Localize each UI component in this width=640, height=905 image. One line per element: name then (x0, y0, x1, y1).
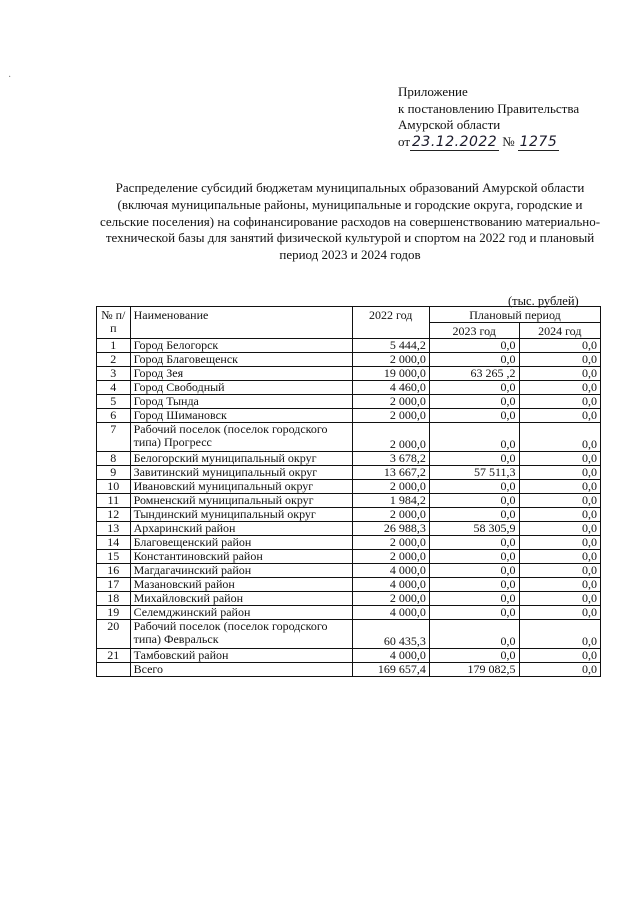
row-number: 1 (97, 339, 131, 353)
row-number: 15 (97, 550, 131, 564)
table-row (97, 550, 601, 564)
row-value-2024: 0,0 (519, 649, 600, 663)
row-value-2023: 0,0 (429, 578, 519, 592)
table-row (97, 649, 601, 663)
table-row (97, 452, 601, 466)
row-number: 10 (97, 480, 131, 494)
row-name: Город Тында (130, 395, 352, 409)
row-value-2024: 0,0 (519, 508, 600, 522)
row-value-2024: 0,0 (519, 494, 600, 508)
header-name: Наименование (130, 307, 352, 339)
row-value-2023: 0,0 (429, 649, 519, 663)
scan-speck: · (8, 72, 12, 83)
appendix-decree: к постановлению Правительства (398, 100, 580, 116)
table-row (97, 564, 601, 578)
table-row (97, 592, 601, 606)
row-number: 9 (97, 466, 131, 480)
table-row (97, 508, 601, 522)
decree-date: 23.12.2022 (412, 133, 498, 150)
row-value-2023: 57 511,3 (429, 466, 519, 480)
header-2024: 2024 год (519, 323, 600, 339)
row-value-2024: 0,0 (519, 564, 600, 578)
appendix-title: Приложение (398, 84, 468, 99)
table-row (97, 466, 601, 480)
row-value-2024: 0,0 (519, 536, 600, 550)
row-value-2022: 19 000,0 (352, 367, 429, 381)
table-row (97, 381, 601, 395)
header-2022: 2022 год (352, 307, 429, 339)
appendix-dateline (398, 134, 579, 152)
row-number: 12 (97, 508, 131, 522)
row-value-2024: 0,0 (519, 339, 600, 353)
row-value-2023: 0,0 (429, 536, 519, 550)
row-number: 8 (97, 452, 131, 466)
row-name: Город Шимановск (130, 409, 352, 423)
row-value-2023: 0,0 (429, 339, 519, 353)
row-number: 5 (97, 395, 131, 409)
row-name: Город Свободный (130, 381, 352, 395)
row-value-2023: 0,0 (429, 592, 519, 606)
appendix-block (398, 84, 579, 151)
row-name: Завитинский муниципальный округ (130, 466, 352, 480)
table-row (97, 494, 601, 508)
row-value-2024: 0,0 (519, 620, 600, 649)
row-number: 4 (97, 381, 131, 395)
row-value-2023: 0,0 (429, 564, 519, 578)
row-value-2024: 0,0 (519, 522, 600, 536)
row-value-2024: 0,0 (519, 466, 600, 480)
total-label: Всего (130, 663, 352, 677)
row-number: 7 (97, 423, 131, 452)
table-row (97, 409, 601, 423)
row-value-2022: 4 000,0 (352, 564, 429, 578)
row-value-2022: 2 000,0 (352, 423, 429, 452)
row-value-2024: 0,0 (519, 395, 600, 409)
table-row (97, 423, 601, 452)
row-number: 14 (97, 536, 131, 550)
row-value-2024: 0,0 (519, 409, 600, 423)
row-name: Мазановский район (130, 578, 352, 592)
row-name: Ивановский муниципальный округ (130, 480, 352, 494)
decree-number: 1275 (519, 133, 558, 150)
row-value-2024: 0,0 (519, 353, 600, 367)
number-label: № (502, 133, 515, 149)
row-value-2024: 0,0 (519, 592, 600, 606)
row-number: 18 (97, 592, 131, 606)
row-number: 21 (97, 649, 131, 663)
row-value-2022: 2 000,0 (352, 536, 429, 550)
row-value-2023: 0,0 (429, 409, 519, 423)
row-name: Магдагачинский район (130, 564, 352, 578)
table-row (97, 480, 601, 494)
row-value-2024: 0,0 (519, 452, 600, 466)
row-number: 20 (97, 620, 131, 649)
row-value-2022: 4 000,0 (352, 606, 429, 620)
document-title: Распределение субсидий бюджетам муниципальных образований Амурской области (включая муниципальные районы, муниципальные и городские округа, городские и сельские поселения) на софинансирование расходов на совершенствованию материально-технической базы для занятий физической культурой и спортом на 2022 год и плановый период 2023 и 2024 годов (99, 180, 601, 263)
row-value-2022: 2 000,0 (352, 353, 429, 367)
row-value-2022: 2 000,0 (352, 480, 429, 494)
table-body (97, 339, 601, 677)
row-value-2024: 0,0 (519, 423, 600, 452)
row-value-2022: 2 000,0 (352, 395, 429, 409)
row-value-2024: 0,0 (519, 550, 600, 564)
row-name: Тамбовский район (130, 649, 352, 663)
row-value-2023: 0,0 (429, 508, 519, 522)
row-value-2023: 0,0 (429, 620, 519, 649)
row-value-2022: 26 988,3 (352, 522, 429, 536)
header-2023: 2023 год (429, 323, 519, 339)
row-value-2023: 0,0 (429, 423, 519, 452)
appendix-region: Амурской области (398, 117, 501, 132)
row-number: 2 (97, 353, 131, 367)
row-value-2022: 13 667,2 (352, 466, 429, 480)
table-row (97, 339, 601, 353)
from-label: от (398, 133, 411, 149)
total-row (97, 663, 601, 677)
row-name: Константиновский район (130, 550, 352, 564)
row-number: 16 (97, 564, 131, 578)
row-value-2022: 2 000,0 (352, 592, 429, 606)
subsidy-table (96, 306, 601, 677)
table-row (97, 353, 601, 367)
row-name: Благовещенский район (130, 536, 352, 550)
row-value-2024: 0,0 (519, 381, 600, 395)
row-name: Город Белогорск (130, 339, 352, 353)
units-label: (тыс. рублей) (508, 294, 579, 308)
row-name: Город Благовещенск (130, 353, 352, 367)
row-value-2023: 0,0 (429, 494, 519, 508)
row-value-2024: 0,0 (519, 367, 600, 381)
row-value-2024: 0,0 (519, 578, 600, 592)
table-row (97, 367, 601, 381)
row-name: Тындинский муниципальный округ (130, 508, 352, 522)
row-value-2022: 4 460,0 (352, 381, 429, 395)
row-value-2023: 0,0 (429, 395, 519, 409)
row-number: 13 (97, 522, 131, 536)
row-value-2023: 0,0 (429, 480, 519, 494)
row-name: Белогорский муниципальный округ (130, 452, 352, 466)
total-num-cell (97, 663, 131, 677)
row-value-2023: 0,0 (429, 353, 519, 367)
row-value-2022: 2 000,0 (352, 550, 429, 564)
table-row (97, 578, 601, 592)
header-num: № п/п (97, 307, 131, 339)
row-value-2022: 60 435,3 (352, 620, 429, 649)
table-row (97, 522, 601, 536)
row-value-2022: 2 000,0 (352, 409, 429, 423)
row-name: Селемджинский район (130, 606, 352, 620)
row-name: Ромненский муниципальный округ (130, 494, 352, 508)
row-value-2023: 63 265 ,2 (429, 367, 519, 381)
row-number: 6 (97, 409, 131, 423)
table-row (97, 395, 601, 409)
row-value-2022: 4 000,0 (352, 649, 429, 663)
row-value-2022: 1 984,2 (352, 494, 429, 508)
row-value-2022: 5 444,2 (352, 339, 429, 353)
total-2024: 0,0 (519, 663, 600, 677)
row-value-2024: 0,0 (519, 606, 600, 620)
row-name: Архаринский район (130, 522, 352, 536)
table-row (97, 536, 601, 550)
row-value-2023: 0,0 (429, 606, 519, 620)
row-value-2023: 58 305,9 (429, 522, 519, 536)
row-name: Михайловский район (130, 592, 352, 606)
row-name: Город Зея (130, 367, 352, 381)
total-2023: 179 082,5 (429, 663, 519, 677)
table-row (97, 620, 601, 649)
table-row (97, 606, 601, 620)
row-number: 17 (97, 578, 131, 592)
header-planned-period: Плановый период (429, 307, 600, 323)
row-number: 19 (97, 606, 131, 620)
row-value-2024: 0,0 (519, 480, 600, 494)
row-value-2023: 0,0 (429, 381, 519, 395)
row-value-2022: 3 678,2 (352, 452, 429, 466)
row-value-2022: 2 000,0 (352, 508, 429, 522)
total-2022: 169 657,4 (352, 663, 429, 677)
row-name: Рабочий поселок (поселок городского типа) Февральск (130, 620, 352, 649)
row-name: Рабочий поселок (поселок городского типа) Прогресс (130, 423, 352, 452)
row-value-2022: 4 000,0 (352, 578, 429, 592)
row-value-2023: 0,0 (429, 452, 519, 466)
row-value-2023: 0,0 (429, 550, 519, 564)
row-number: 3 (97, 367, 131, 381)
row-number: 11 (97, 494, 131, 508)
